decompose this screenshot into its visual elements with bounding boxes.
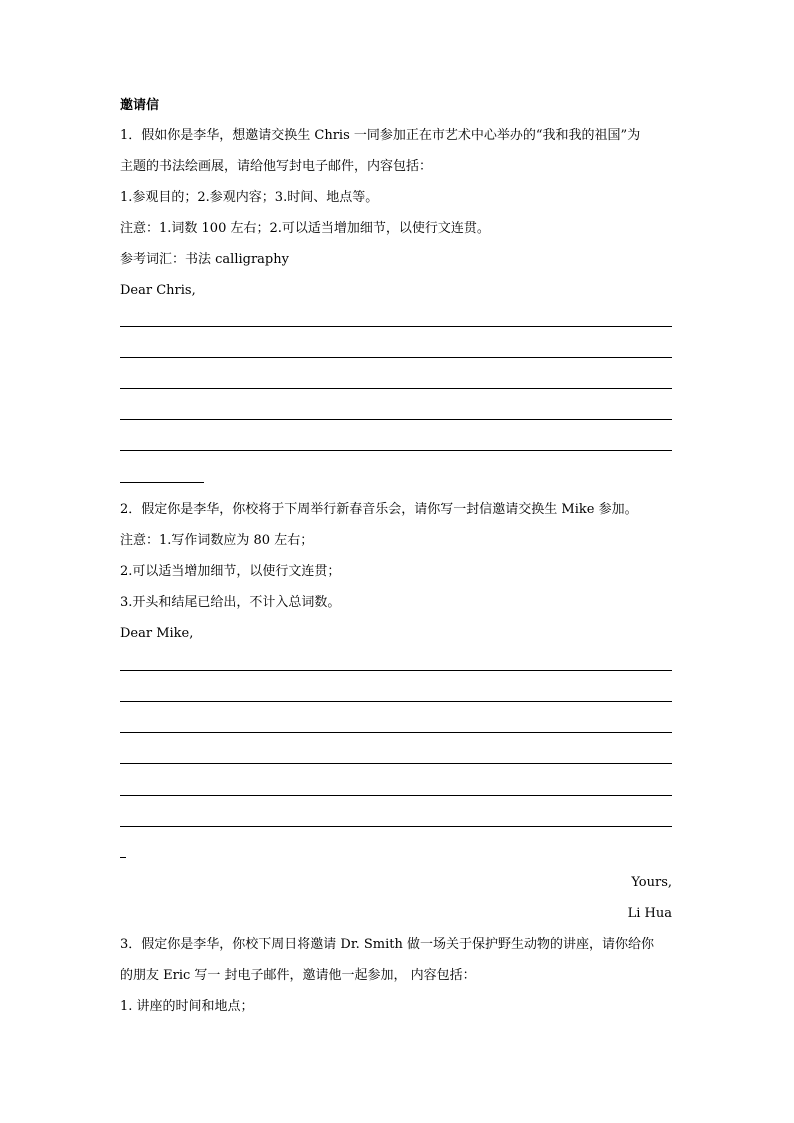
q2-signature: Li Hua bbox=[627, 906, 672, 921]
q2-writing-line[interactable] bbox=[120, 701, 672, 702]
q2-salutation: Dear Mike, bbox=[120, 626, 194, 641]
q2-writing-line[interactable] bbox=[120, 795, 672, 796]
q2-prompt-line-2: 注意：1.写作词数应为 80 左右； bbox=[120, 533, 314, 548]
q2-writing-line[interactable] bbox=[120, 732, 672, 733]
q1-writing-line[interactable] bbox=[120, 357, 672, 358]
q3-prompt-line-2: 的朋友 Eric 写一 封电子邮件，邀请他一起参加， 内容包括： bbox=[120, 968, 476, 983]
document-heading: 邀请信 bbox=[120, 98, 160, 113]
q1-prompt-line-1: 1．假如你是李华，想邀请交换生 Chris 一同参加正在市艺术中心举办的“我和我的祖国”为 bbox=[120, 128, 641, 143]
q3-prompt-line-1: 3．假定你是李华，你校下周日将邀请 Dr. Smith 做一场关于保护野生动物的讲座，请你给你 bbox=[120, 937, 654, 952]
q1-writing-line[interactable] bbox=[120, 450, 672, 451]
q2-prompt-line-4: 3.开头和结尾已给出，不计入总词数。 bbox=[120, 595, 341, 610]
q2-prompt-line-1: 2．假定你是李华，你校将于下周举行新春音乐会，请你写一封信邀请交换生 Mike 参加。 bbox=[120, 502, 638, 517]
q1-prompt-line-4: 注意：1.词数 100 左右；2.可以适当增加细节，以使行文连贯。 bbox=[120, 221, 490, 236]
q2-prompt-line-3: 2.可以适当增加细节，以使行文连贯； bbox=[120, 564, 341, 579]
q1-writing-line[interactable] bbox=[120, 326, 672, 327]
q3-prompt-line-3: 1. 讲座的时间和地点； bbox=[120, 999, 254, 1014]
q1-prompt-line-3: 1.参观目的；2.参观内容；3.时间、地点等。 bbox=[120, 190, 379, 205]
q1-writing-line-short[interactable] bbox=[120, 482, 204, 483]
q2-writing-line[interactable] bbox=[120, 763, 672, 764]
q1-prompt-line-2: 主题的书法绘画展，请给他写封电子邮件，内容包括： bbox=[120, 159, 433, 174]
q2-closing: Yours, bbox=[631, 875, 672, 890]
q1-salutation: Dear Chris, bbox=[120, 283, 196, 298]
q1-prompt-line-5: 参考词汇：书法 calligraphy bbox=[120, 252, 289, 267]
q1-writing-line[interactable] bbox=[120, 419, 672, 420]
q1-writing-line[interactable] bbox=[120, 388, 672, 389]
q2-writing-line[interactable] bbox=[120, 826, 672, 827]
q2-writing-line-end[interactable] bbox=[120, 857, 126, 858]
q2-writing-line[interactable] bbox=[120, 670, 672, 671]
